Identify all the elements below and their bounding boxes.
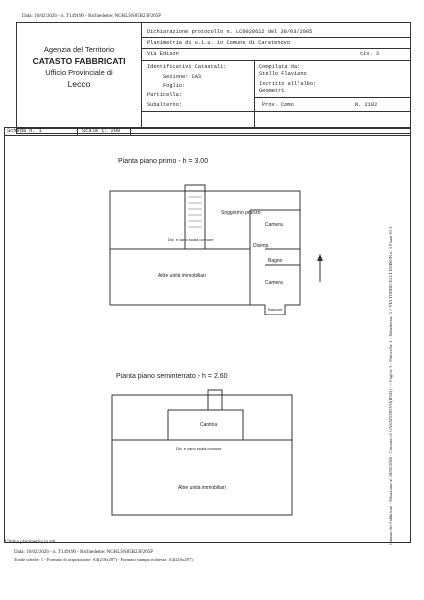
divider: [141, 48, 410, 49]
iscritto: Iscritto all'albo:: [259, 81, 317, 87]
upper-plan-title: Pianta piano primo - h = 3.00: [118, 158, 209, 165]
sezione: Sezione: CAS: [163, 74, 202, 80]
room-altre-unita-lower: Altre unità immobiliari: [178, 485, 226, 491]
particella: Particella:: [147, 92, 182, 98]
provincia: Prov. Como: [262, 102, 294, 108]
albo: Geometri: [259, 88, 285, 94]
scheda: Scheda n. 1: [7, 128, 42, 134]
lower-plan-title: Pianta piano seminterrato - h = 2.60: [116, 373, 228, 380]
top-stamp: Data: 10/02/2026 - n. T149190 - Richiedente: NGRLSN85B23F205P: [22, 14, 162, 19]
via: Via Edison: [147, 51, 179, 57]
room-vano-scala-lower: Div. e vano scala comune: [176, 446, 222, 451]
agency-name: Agenzia del Territorio: [43, 45, 115, 54]
compilatore: Stello Flaviano: [259, 71, 307, 77]
agency-city: Lecco: [67, 79, 91, 89]
scala: Scala 1: 200: [82, 128, 121, 134]
foglio: Foglio:: [163, 83, 186, 89]
stair-block: [208, 390, 222, 410]
header-box: [16, 22, 411, 134]
divider: [254, 97, 410, 98]
agency-block: [17, 23, 142, 128]
room-cantina: Cantina: [200, 422, 218, 428]
agency-office: Ufficio Provinciale di: [45, 68, 113, 77]
room-soggiorno: Soggiorno pranzo: [221, 210, 261, 216]
room-vano-scala-upper: Div. e vano scala comune: [168, 237, 214, 242]
numero-albo: N. 2182: [355, 102, 378, 108]
north-arrow-icon: [314, 254, 326, 284]
lower-outline: [112, 395, 292, 515]
divider: [254, 60, 255, 128]
divider: [141, 111, 410, 112]
room-camera-1: Camera: [265, 222, 283, 228]
civico: civ. 3: [360, 51, 380, 57]
planimetria: Planimetria di u.i.u. in Comune di Caratenovo: [147, 40, 291, 46]
agency-catasto: CATASTO FABBRICATI: [32, 56, 126, 66]
compilata-da: Compilata da:: [259, 64, 301, 70]
footer-stamp: Data: 10/02/2026 - n. T149190 - Richiedente: NGRLSN85B23F205P: [14, 550, 154, 555]
dichiarazione: Dichiarazione protocollo n. LC0028612 del 30/03/2005: [147, 29, 313, 35]
room-bagno: Bagno: [268, 258, 283, 264]
identificativi: Identificativi Catastali:: [147, 64, 227, 70]
footer-schede: Totale schede: 1 - Formato di acquisizione: A4(210x297) - Formato stampa richiesto: A4(210x297): [14, 557, 193, 562]
divider: [141, 37, 410, 38]
room-camera-2: Camera: [265, 280, 283, 286]
ultima-planimetria: Ultima planimetria in atti: [5, 540, 56, 545]
subalterno: Subalterno:: [147, 102, 182, 108]
room-disimpegno: Disimp.: [253, 243, 270, 249]
room-altre-unita-upper: Altre unità immobiliari: [158, 273, 206, 279]
side-note: Catasto dei Fabbricati - Situazione al 10/02/2026 - Comune di CASATENOVO(B943) - < Foglio: 3 - Particella: 1 - Subalterno: 3 > VIA TORRICELLI EDISON n. 3 Piano S1-1: [388, 226, 393, 545]
room-balcone: Balcone: [268, 307, 283, 312]
divider: [141, 60, 410, 61]
